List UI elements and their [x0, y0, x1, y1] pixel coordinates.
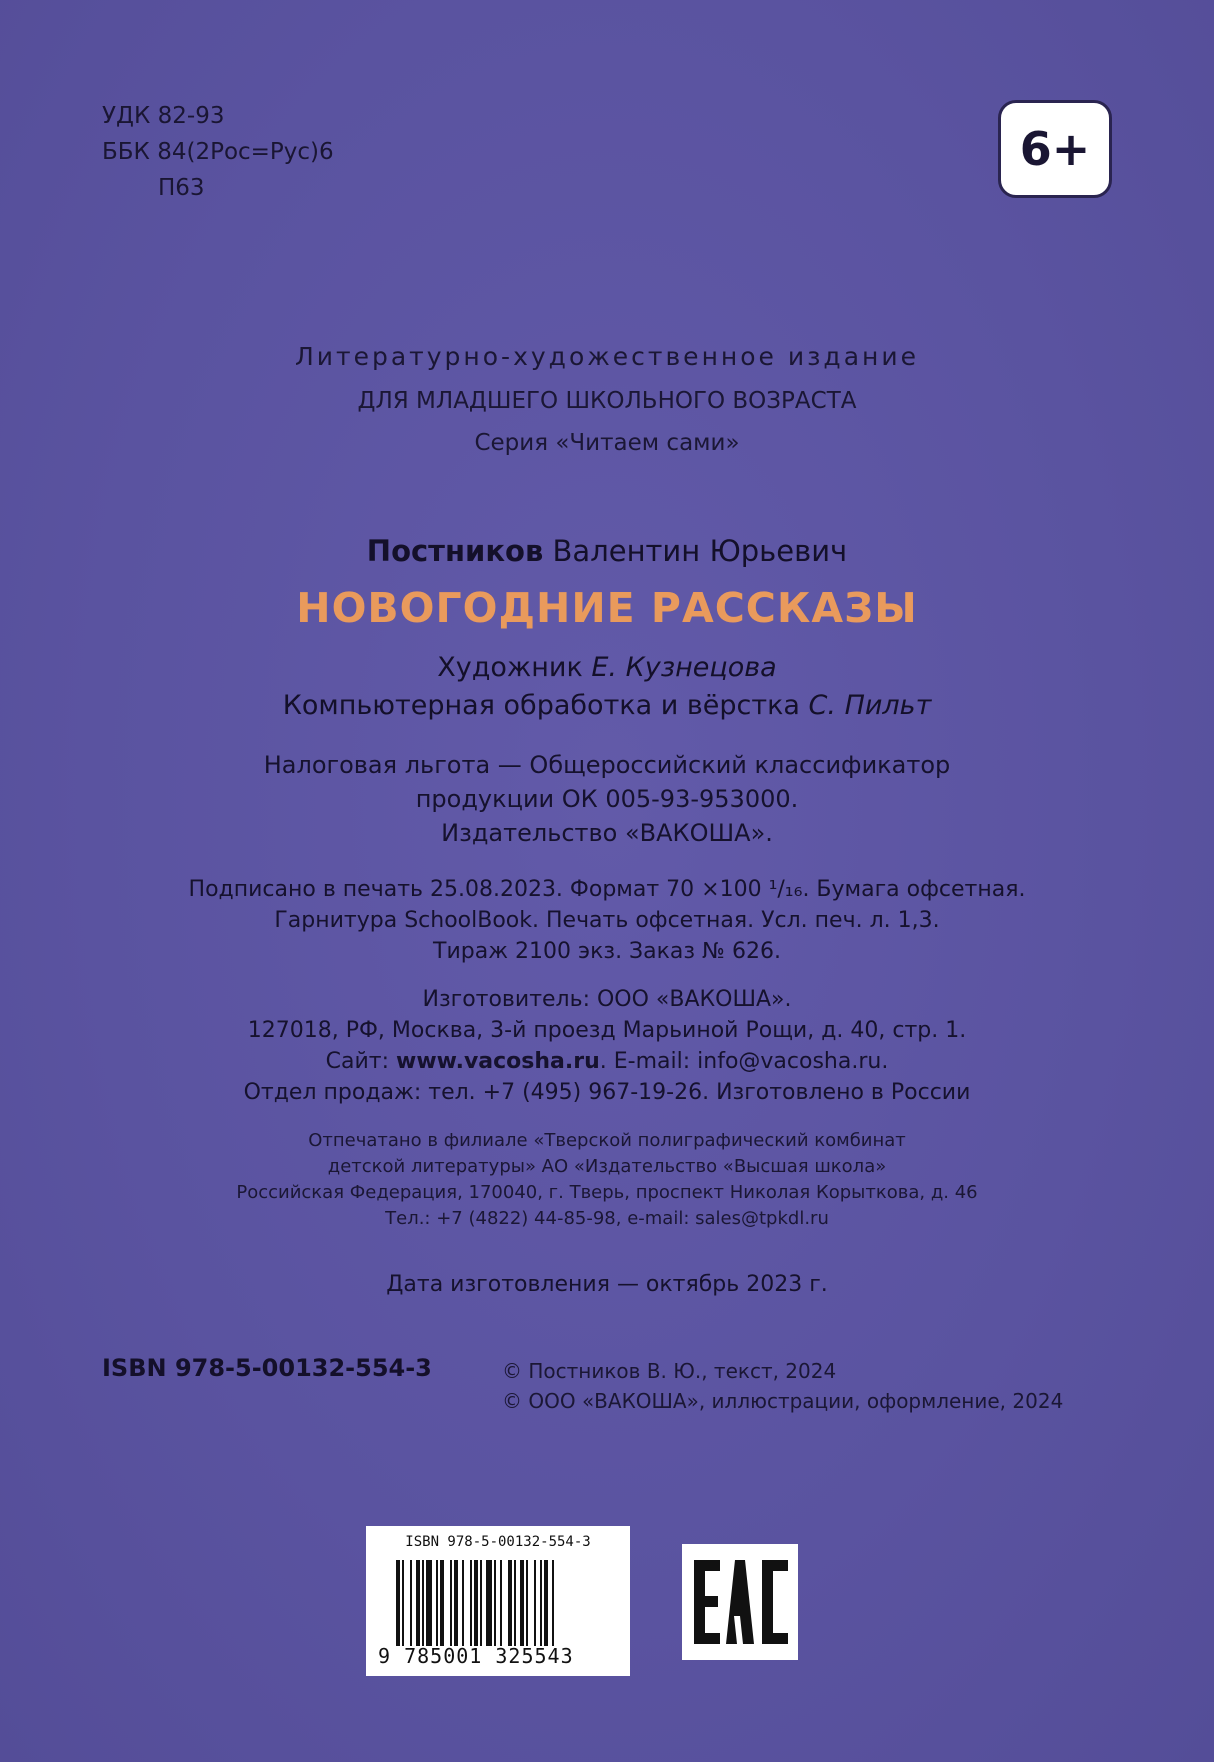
- age-rating-badge: 6+: [998, 100, 1112, 198]
- printer-info: [0, 1128, 1214, 1232]
- printer-line: детской литературы» АО «Издательство «Высшая школа»: [327, 1156, 887, 1177]
- copyright-block: [502, 1356, 1063, 1416]
- printer-line: Тел.: +7 (4822) 44-85-98, e-mail: sales@tpkdl.ru: [385, 1208, 829, 1229]
- printer-line: Российская Федерация, 170040, г. Тверь, проспект Николая Корыткова, д. 46: [236, 1182, 978, 1203]
- tax-line: Издательство «ВАКОША».: [441, 819, 773, 847]
- print-line: Гарнитура SchoolBook. Печать офсетная. Усл. печ. л. 1,3.: [274, 908, 940, 933]
- author-name: [0, 534, 1214, 568]
- book-title: НОВОГОДНИЕ РАССКАЗЫ: [296, 584, 918, 632]
- author-given-name: Валентин Юрьевич: [552, 534, 848, 568]
- author-surname: Постников: [366, 534, 544, 568]
- eac-mark-icon: [682, 1544, 798, 1660]
- barcode: [366, 1526, 630, 1676]
- genre-line: Литературно-художественное издание: [295, 342, 919, 371]
- barcode-bars-icon: [396, 1560, 596, 1646]
- series-line: Серия «Читаем сами»: [474, 430, 740, 456]
- layout-credit: [0, 690, 1214, 721]
- manufacture-date: Дата изготовления — октябрь 2023 г.: [386, 1272, 828, 1297]
- print-line: Подписано в печать 25.08.2023. Формат 70 ×100 ¹/₁₆. Бумага офсетная.: [188, 877, 1026, 902]
- illustrator-credit: [0, 652, 1214, 683]
- barcode-digits: 9 785001 325543: [378, 1644, 574, 1668]
- manufacturer-contacts: [0, 1046, 1214, 1077]
- manufacturer-info: [0, 984, 1214, 1108]
- tax-line: Налоговая льгота — Общероссийский классификатор: [263, 751, 951, 779]
- printer-line: Отпечатано в филиале «Тверской полиграфический комбинат: [308, 1130, 906, 1151]
- bbk-code: ББК 84(2Рос=Рус)6: [102, 139, 334, 165]
- illustrator-name: Е. Кузнецова: [591, 652, 777, 683]
- sales-line: Отдел продаж: тел. +7 (495) 967-19-26. Изготовлено в России: [243, 1080, 971, 1105]
- copyright-line: © ООО «ВАКОША», иллюстрации, оформление, 2024: [502, 1389, 1064, 1413]
- udk-code: УДК 82-93: [102, 103, 225, 129]
- tax-info: [0, 748, 1214, 850]
- print-info: [0, 874, 1214, 967]
- manufacturer-address: 127018, РФ, Москва, 3-й проезд Марьиной Рощи, д. 40, стр. 1.: [247, 1018, 967, 1043]
- layout-name: С. Пильт: [808, 690, 932, 721]
- manufacturer-line: Изготовитель: ООО «ВАКОША».: [422, 987, 792, 1012]
- tax-line: продукции ОК 005-93-953000.: [415, 785, 799, 813]
- classification-block: [102, 98, 334, 206]
- print-line: Тираж 2100 экз. Заказ № 626.: [433, 939, 781, 964]
- site-link[interactable]: www.vacosha.ru: [396, 1049, 600, 1074]
- audience-line: ДЛЯ МЛАДШЕГО ШКОЛЬНОГО ВОЗРАСТА: [357, 388, 857, 414]
- copyright-line: © Постников В. Ю., текст, 2024: [502, 1359, 837, 1383]
- isbn-number: ISBN 978-5-00132-554-3: [102, 1354, 432, 1382]
- author-mark: П63: [158, 175, 205, 201]
- illustrator-label: Художник: [437, 652, 583, 683]
- barcode-isbn-label: ISBN 978-5-00132-554-3: [405, 1534, 591, 1550]
- email-text: . E-mail: info@vacosha.ru.: [599, 1049, 889, 1074]
- layout-label: Компьютерная обработка и вёрстка: [282, 690, 800, 721]
- site-label: Сайт:: [325, 1049, 390, 1074]
